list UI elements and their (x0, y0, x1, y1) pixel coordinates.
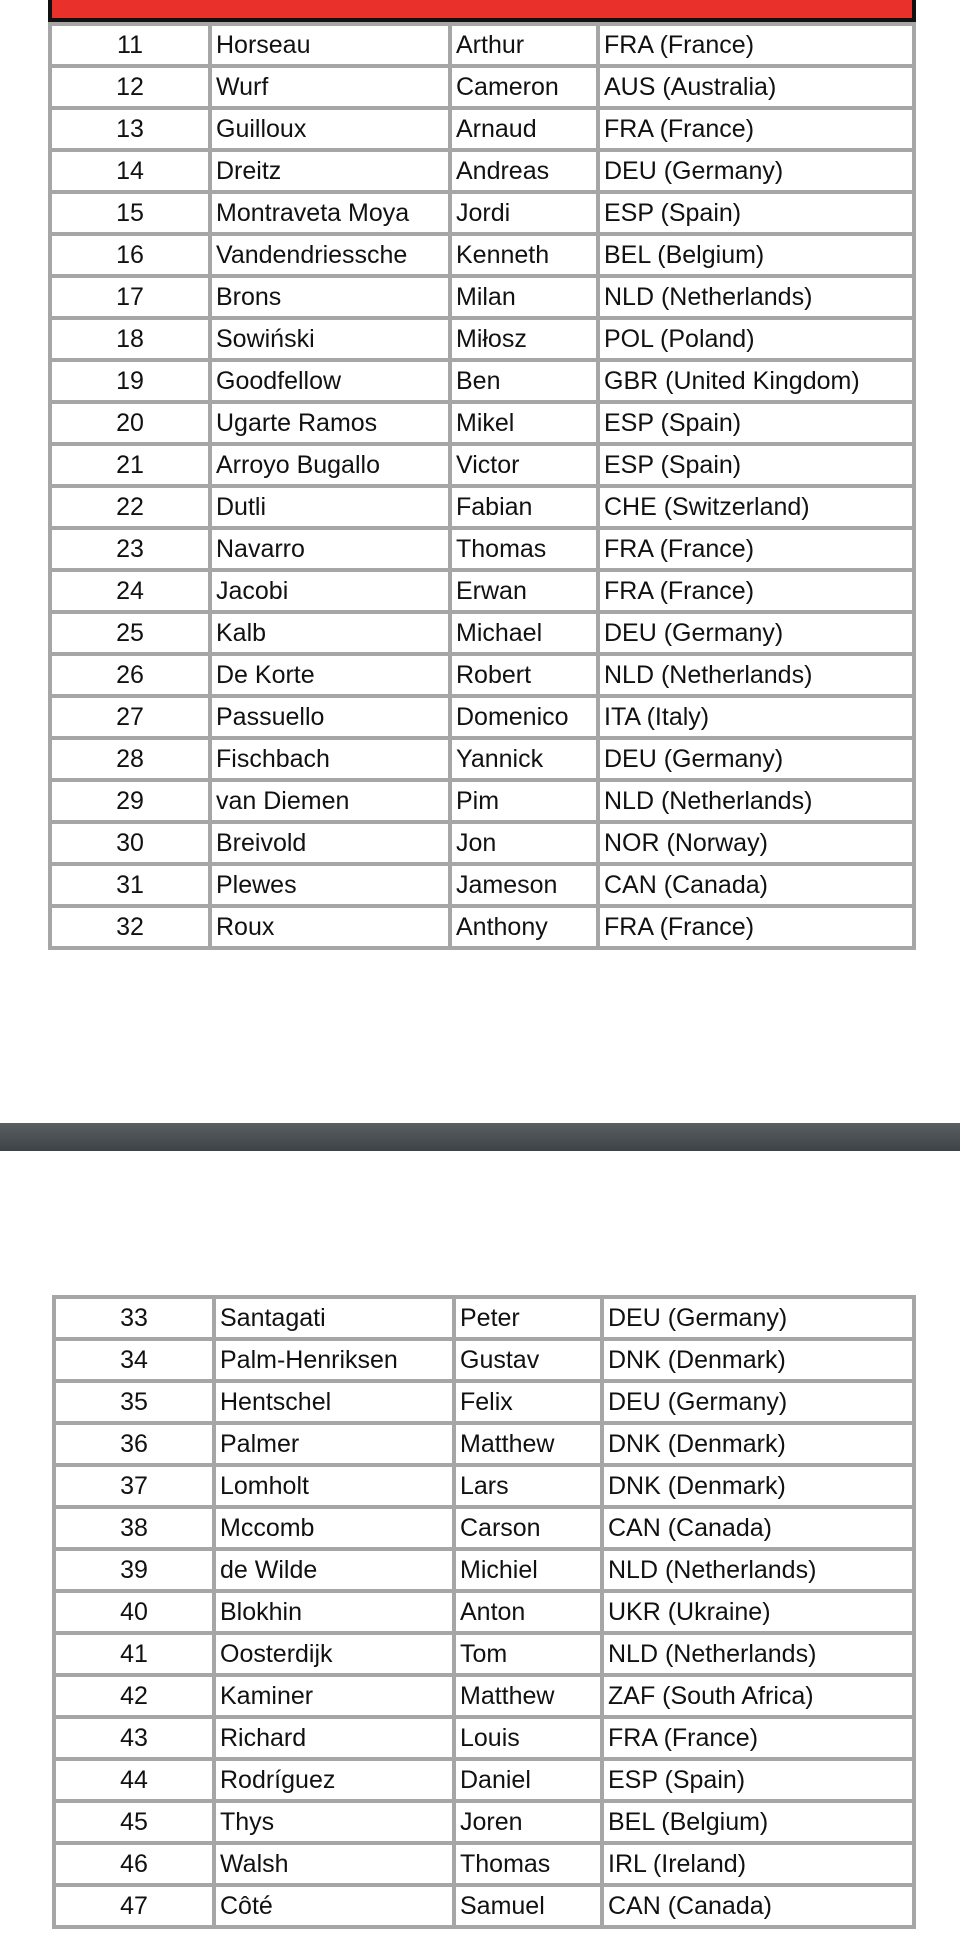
cell-number: 41 (56, 1635, 212, 1673)
cell-first-name: Domenico (452, 698, 596, 736)
cell-nationality: DEU (Germany) (600, 614, 912, 652)
cell-nationality: UKR (Ukraine) (604, 1593, 912, 1631)
cell-nationality: NLD (Netherlands) (600, 656, 912, 694)
cell-nationality: DNK (Denmark) (604, 1467, 912, 1505)
cell-number: 37 (56, 1467, 212, 1505)
cell-first-name: Samuel (456, 1887, 600, 1925)
cell-nationality: FRA (France) (604, 1719, 912, 1757)
cell-first-name: Daniel (456, 1761, 600, 1799)
cell-first-name: Thomas (456, 1845, 600, 1883)
cell-last-name: Walsh (216, 1845, 452, 1883)
cell-last-name: Thys (216, 1803, 452, 1841)
cell-last-name: Palm-Henriksen (216, 1341, 452, 1379)
table-row (52, 740, 912, 778)
cell-nationality: ZAF (South Africa) (604, 1677, 912, 1715)
cell-nationality: FRA (France) (600, 572, 912, 610)
cell-number: 33 (56, 1299, 212, 1337)
cell-last-name: Montraveta Moya (212, 194, 448, 232)
cell-number: 35 (56, 1383, 212, 1421)
cell-first-name: Fabian (452, 488, 596, 526)
cell-number: 32 (52, 908, 208, 946)
cell-nationality: NLD (Netherlands) (604, 1551, 912, 1589)
cell-last-name: Horseau (212, 26, 448, 64)
cell-first-name: Jon (452, 824, 596, 862)
cell-first-name: Tom (456, 1635, 600, 1673)
cell-number: 21 (52, 446, 208, 484)
cell-number: 18 (52, 320, 208, 358)
cell-first-name: Ben (452, 362, 596, 400)
cell-first-name: Mikel (452, 404, 596, 442)
cell-number: 34 (56, 1341, 212, 1379)
table-row (56, 1593, 912, 1631)
cell-nationality: POL (Poland) (600, 320, 912, 358)
cell-number: 30 (52, 824, 208, 862)
cell-number: 46 (56, 1845, 212, 1883)
table-row (56, 1761, 912, 1799)
table-row (52, 488, 912, 526)
cell-nationality: DNK (Denmark) (604, 1341, 912, 1379)
page-separator (0, 1123, 960, 1151)
cell-first-name: Cameron (452, 68, 596, 106)
cell-last-name: Brons (212, 278, 448, 316)
table-row (52, 530, 912, 568)
cell-nationality: FRA (France) (600, 530, 912, 568)
table-row (52, 362, 912, 400)
cell-first-name: Anton (456, 1593, 600, 1631)
cell-number: 39 (56, 1551, 212, 1589)
cell-number: 36 (56, 1425, 212, 1463)
cell-last-name: Dreitz (212, 152, 448, 190)
cell-nationality: NOR (Norway) (600, 824, 912, 862)
cell-last-name: Blokhin (216, 1593, 452, 1631)
cell-first-name: Milan (452, 278, 596, 316)
cell-nationality: NLD (Netherlands) (600, 278, 912, 316)
cell-last-name: Guilloux (212, 110, 448, 148)
cell-first-name: Anthony (452, 908, 596, 946)
cell-nationality: ESP (Spain) (600, 404, 912, 442)
table-row (52, 68, 912, 106)
cell-nationality: DEU (Germany) (600, 740, 912, 778)
cell-last-name: Passuello (212, 698, 448, 736)
cell-nationality: DNK (Denmark) (604, 1425, 912, 1463)
cell-number: 42 (56, 1677, 212, 1715)
cell-last-name: Navarro (212, 530, 448, 568)
table-row (52, 698, 912, 736)
cell-number: 45 (56, 1803, 212, 1841)
cell-number: 15 (52, 194, 208, 232)
cell-nationality: CAN (Canada) (600, 866, 912, 904)
table-row (52, 110, 912, 148)
cell-number: 13 (52, 110, 208, 148)
cell-last-name: Breivold (212, 824, 448, 862)
table-row (52, 866, 912, 904)
cell-number: 28 (52, 740, 208, 778)
cell-first-name: Lars (456, 1467, 600, 1505)
athlete-table-page-2 (52, 1295, 916, 1929)
cell-number: 24 (52, 572, 208, 610)
cell-last-name: Palmer (216, 1425, 452, 1463)
cell-first-name: Carson (456, 1509, 600, 1547)
cell-number: 19 (52, 362, 208, 400)
cell-nationality: FRA (France) (600, 908, 912, 946)
cell-number: 23 (52, 530, 208, 568)
cell-nationality: CAN (Canada) (604, 1509, 912, 1547)
cell-last-name: Lomholt (216, 1467, 452, 1505)
cell-nationality: FRA (France) (600, 110, 912, 148)
table-row (52, 152, 912, 190)
table-row (56, 1299, 912, 1337)
cell-first-name: Felix (456, 1383, 600, 1421)
table-row (56, 1677, 912, 1715)
cell-nationality: BEL (Belgium) (600, 236, 912, 274)
table-row (56, 1719, 912, 1757)
cell-first-name: Arthur (452, 26, 596, 64)
cell-last-name: Plewes (212, 866, 448, 904)
cell-number: 22 (52, 488, 208, 526)
cell-nationality: BEL (Belgium) (604, 1803, 912, 1841)
cell-first-name: Victor (452, 446, 596, 484)
cell-number: 29 (52, 782, 208, 820)
cell-first-name: Yannick (452, 740, 596, 778)
table-row (56, 1383, 912, 1421)
cell-nationality: ESP (Spain) (600, 194, 912, 232)
table-row (52, 782, 912, 820)
cell-last-name: Arroyo Bugallo (212, 446, 448, 484)
cell-number: 44 (56, 1761, 212, 1799)
table-row (52, 320, 912, 358)
table-row (52, 194, 912, 232)
cell-nationality: DEU (Germany) (604, 1299, 912, 1337)
cell-number: 16 (52, 236, 208, 274)
cell-first-name: Joren (456, 1803, 600, 1841)
cell-first-name: Robert (452, 656, 596, 694)
cell-last-name: Dutli (212, 488, 448, 526)
table-row (52, 824, 912, 862)
table-row (56, 1635, 912, 1673)
table-row (52, 572, 912, 610)
cell-last-name: van Diemen (212, 782, 448, 820)
cell-first-name: Gustav (456, 1341, 600, 1379)
cell-first-name: Matthew (456, 1677, 600, 1715)
table-row (52, 278, 912, 316)
cell-number: 20 (52, 404, 208, 442)
table-row (52, 908, 912, 946)
cell-first-name: Kenneth (452, 236, 596, 274)
cell-last-name: Mccomb (216, 1509, 452, 1547)
cell-last-name: Rodríguez (216, 1761, 452, 1799)
cell-number: 17 (52, 278, 208, 316)
cell-first-name: Jameson (452, 866, 596, 904)
table-row (56, 1803, 912, 1841)
cell-last-name: Vandendriessche (212, 236, 448, 274)
cell-last-name: Kalb (212, 614, 448, 652)
cell-number: 11 (52, 26, 208, 64)
cell-first-name: Thomas (452, 530, 596, 568)
cell-last-name: Ugarte Ramos (212, 404, 448, 442)
cell-last-name: Côté (216, 1887, 452, 1925)
athlete-table-page-1 (48, 22, 916, 950)
cell-nationality: GBR (United Kingdom) (600, 362, 912, 400)
table-row (52, 404, 912, 442)
cell-nationality: AUS (Australia) (600, 68, 912, 106)
cell-first-name: Jordi (452, 194, 596, 232)
cell-first-name: Erwan (452, 572, 596, 610)
table-row (56, 1509, 912, 1547)
cell-last-name: Richard (216, 1719, 452, 1757)
cell-nationality: ESP (Spain) (604, 1761, 912, 1799)
cell-first-name: Arnaud (452, 110, 596, 148)
table-row (52, 236, 912, 274)
cell-nationality: ESP (Spain) (600, 446, 912, 484)
table-row (52, 446, 912, 484)
cell-last-name: Jacobi (212, 572, 448, 610)
cell-nationality: IRL (Ireland) (604, 1845, 912, 1883)
cell-last-name: Wurf (212, 68, 448, 106)
cell-number: 31 (52, 866, 208, 904)
cell-number: 40 (56, 1593, 212, 1631)
table-row (56, 1845, 912, 1883)
cell-last-name: Roux (212, 908, 448, 946)
cell-nationality: FRA (France) (600, 26, 912, 64)
cell-nationality: NLD (Netherlands) (600, 782, 912, 820)
table-row (52, 656, 912, 694)
cell-last-name: Oosterdijk (216, 1635, 452, 1673)
cell-nationality: CAN (Canada) (604, 1887, 912, 1925)
cell-number: 27 (52, 698, 208, 736)
cell-first-name: Peter (456, 1299, 600, 1337)
cell-last-name: Fischbach (212, 740, 448, 778)
cell-last-name: Sowiński (212, 320, 448, 358)
table-row (56, 1341, 912, 1379)
cell-number: 14 (52, 152, 208, 190)
cell-number: 26 (52, 656, 208, 694)
table-row (56, 1425, 912, 1463)
cell-last-name: Santagati (216, 1299, 452, 1337)
cell-last-name: Kaminer (216, 1677, 452, 1715)
table-row (56, 1887, 912, 1925)
document-page-2 (0, 1151, 960, 1946)
cell-number: 43 (56, 1719, 212, 1757)
cell-nationality: DEU (Germany) (604, 1383, 912, 1421)
cell-first-name: Pim (452, 782, 596, 820)
cell-nationality: DEU (Germany) (600, 152, 912, 190)
cell-number: 12 (52, 68, 208, 106)
table-row (56, 1467, 912, 1505)
cell-first-name: Michael (452, 614, 596, 652)
table-row (56, 1551, 912, 1589)
cell-nationality: CHE (Switzerland) (600, 488, 912, 526)
cell-nationality: ITA (Italy) (600, 698, 912, 736)
cell-number: 25 (52, 614, 208, 652)
table-row (52, 614, 912, 652)
table-header-band (48, 0, 916, 22)
cell-last-name: de Wilde (216, 1551, 452, 1589)
cell-first-name: Miłosz (452, 320, 596, 358)
cell-first-name: Louis (456, 1719, 600, 1757)
cell-number: 38 (56, 1509, 212, 1547)
cell-first-name: Andreas (452, 152, 596, 190)
cell-first-name: Michiel (456, 1551, 600, 1589)
cell-last-name: Goodfellow (212, 362, 448, 400)
cell-nationality: NLD (Netherlands) (604, 1635, 912, 1673)
cell-number: 47 (56, 1887, 212, 1925)
table-row (52, 26, 912, 64)
cell-last-name: Hentschel (216, 1383, 452, 1421)
cell-last-name: De Korte (212, 656, 448, 694)
cell-first-name: Matthew (456, 1425, 600, 1463)
